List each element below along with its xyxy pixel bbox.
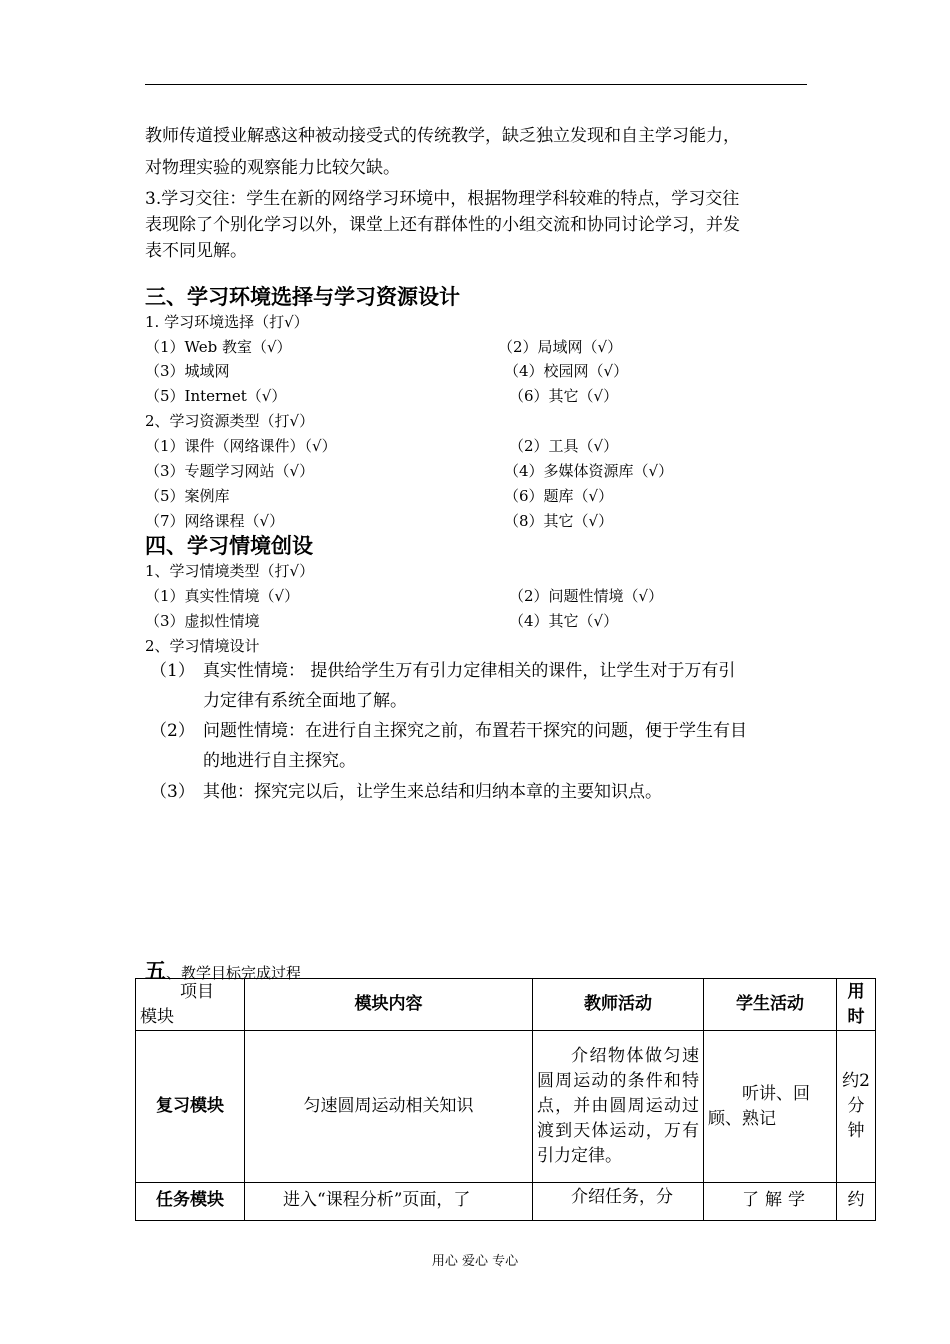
res-item: （8）其它（√） <box>504 512 614 530</box>
context-design-title: 2、学习情境设计 <box>145 637 260 655</box>
row-content: 匀速圆周运动相关知识 <box>245 1031 533 1183</box>
res-item: （6）题库（√） <box>504 487 614 505</box>
design-item-line: 问题性情境：在进行自主探究之前，布置若干探究的问题，便于学生有目 <box>203 721 747 741</box>
design-item-line: 真实性情境： 提供给学生万有引力定律相关的课件，让学生对于万有引 <box>203 661 736 681</box>
design-item-label: （1） <box>150 661 195 681</box>
context-type-item: （3）虚拟性情境 <box>145 612 260 630</box>
context-type-item: （1）真实性情境（√） <box>145 587 300 605</box>
row-time: 约 <box>837 1183 876 1221</box>
header-time: 用时 <box>837 979 876 1031</box>
header-student: 学生活动 <box>704 979 837 1031</box>
row-module: 任务模块 <box>136 1183 245 1221</box>
intro-line-3: 3.学习交往：学生在新的网络学习环境中，根据物理学科较难的特点，学习交往 <box>145 189 740 209</box>
section-5-text: 、教学目标完成过程 <box>166 964 302 982</box>
header-teacher: 教师活动 <box>533 979 704 1031</box>
row-content: 进入“课程分析”页面，了 <box>245 1183 533 1221</box>
res-item: （4）多媒体资源库（√） <box>504 462 674 480</box>
section-5-number: 五 <box>145 959 166 983</box>
teaching-process-table <box>135 978 876 1221</box>
row-time: 约2分钟 <box>837 1031 876 1183</box>
res-item: （1）课件（网络课件）（√） <box>145 437 337 455</box>
design-item-line: 其他：探究完以后，让学生来总结和归纳本章的主要知识点。 <box>203 782 662 802</box>
res-title: 2、学习资源类型（打√） <box>145 412 315 430</box>
header-module-line1: 项目 <box>180 981 214 1002</box>
intro-line-4: 表现除了个别化学习以外，课堂上还有群体性的小组交流和协同讨论学习，并发 <box>145 215 740 235</box>
res-item: （5）案例库 <box>145 487 230 505</box>
context-type-item: （4）其它（√） <box>509 612 619 630</box>
table-header-row <box>136 979 876 1031</box>
env-item: （2）局域网（√） <box>498 338 623 356</box>
env-item: （3）城域网 <box>145 362 230 380</box>
header-module-line2: 模块 <box>140 1006 174 1027</box>
row-teacher: 介绍任务，分 <box>533 1183 704 1221</box>
intro-line-2: 对物理实验的观察能力比较欠缺。 <box>145 158 400 178</box>
intro-line-5: 表不同见解。 <box>145 241 247 261</box>
row-teacher: 介绍物体做匀速圆周运动的条件和特点，并由圆周运动过渡到天体运动，万有引力定律。 <box>533 1031 704 1183</box>
row-student: 听讲、回顾、熟记 <box>704 1031 837 1183</box>
context-type-item: （2）问题性情境（√） <box>509 587 664 605</box>
section-3-title: 三、学习环境选择与学习资源设计 <box>145 285 460 309</box>
env-item: （4）校园网（√） <box>504 362 629 380</box>
env-item: （5）Internet（√） <box>145 387 287 405</box>
design-item-line: 力定律有系统全面地了解。 <box>203 691 407 711</box>
env-title: 1. 学习环境选择（打√） <box>145 313 309 331</box>
row-module: 复习模块 <box>136 1031 245 1183</box>
design-item-label: （2） <box>150 721 195 741</box>
table-row <box>136 1183 876 1221</box>
page-footer: 用心 爱心 专心 <box>431 1254 519 1269</box>
res-item: （7）网络课程（√） <box>145 512 285 530</box>
intro-line-1: 教师传道授业解惑这种被动接受式的传统教学，缺乏独立发现和自主学习能力， <box>145 126 740 146</box>
design-item-label: （3） <box>150 782 195 802</box>
row-student: 了解学 <box>704 1183 837 1221</box>
header-content: 模块内容 <box>245 979 533 1031</box>
context-type-title: 1、学习情境类型（打√） <box>145 562 315 580</box>
header-module <box>136 979 245 1031</box>
table-row <box>136 1031 876 1183</box>
header-rule <box>145 84 807 85</box>
env-item: （6）其它（√） <box>509 387 619 405</box>
res-item: （3）专题学习网站（√） <box>145 462 315 480</box>
res-item: （2）工具（√） <box>509 437 619 455</box>
design-item-line: 的地进行自主探究。 <box>203 751 356 771</box>
section-4-title: 四、学习情境创设 <box>145 534 313 558</box>
env-item: （1）Web 教室（√） <box>145 338 292 356</box>
